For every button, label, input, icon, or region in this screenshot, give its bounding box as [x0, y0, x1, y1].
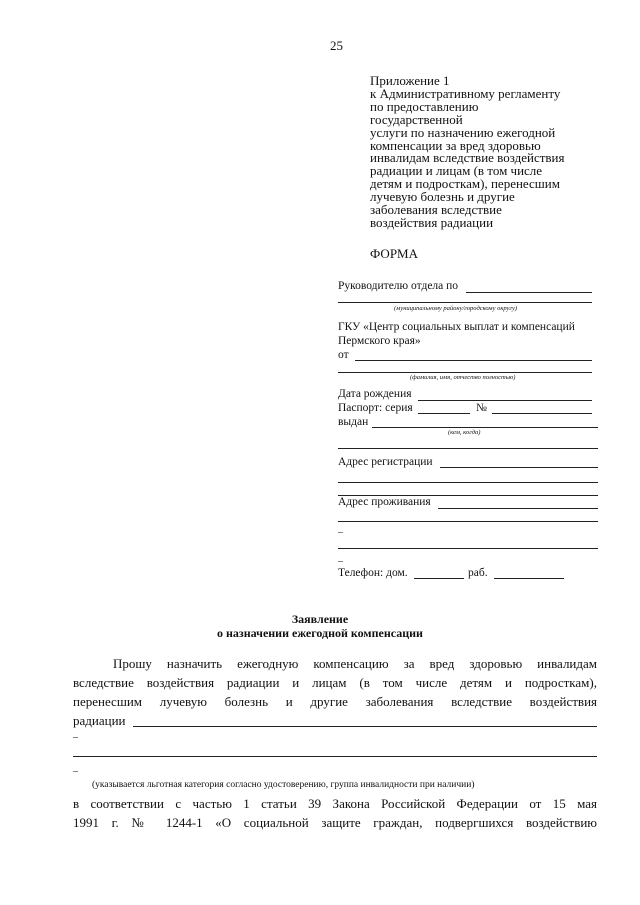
birth-date-field-line [418, 400, 592, 401]
fio-field-line-2 [338, 372, 592, 373]
dash-mark: – [338, 556, 343, 567]
appendix-block [370, 75, 565, 230]
phone-home-field-line [414, 578, 464, 579]
municipal-hint: (муниципальному району/городскому округу) [394, 305, 518, 312]
dash-mark: – [73, 732, 78, 743]
phone-work-label: раб. [468, 567, 488, 579]
page-number: 25 [330, 38, 343, 53]
live-address-field-line-3 [338, 548, 598, 549]
appendix-line: заболевания вследствие [370, 202, 502, 218]
municipal-field-line [338, 302, 592, 303]
passport-number-label: № [476, 402, 487, 414]
category-field-line-1 [133, 726, 597, 727]
category-hint: (указывается льготная категория согласно удостоверению, группа инвалидности при наличии) [92, 780, 475, 790]
appendix-line: государственной [370, 111, 463, 127]
reg-address-label: Адрес регистрации [338, 456, 433, 468]
passport-series-label: Паспорт: серия [338, 402, 413, 414]
appendix-line: лучевую болезнь и другие [370, 189, 515, 205]
appendix-line: по предоставлению [370, 98, 479, 114]
live-address-field-line-1 [438, 508, 598, 509]
reg-address-field-line-1 [440, 467, 598, 468]
dash-mark: – [338, 527, 343, 538]
body-line: 1991 г. № 1244-1 «О социальной защите граждан, подвергшихся воздействию [73, 815, 597, 830]
body-line: в соответствии с частью 1 статьи 39 Закона Российской Федерации от 15 мая [73, 796, 597, 811]
body-line: вследствие воздействия радиации и лицам (в том числе детям и подросткам), [73, 675, 597, 690]
from-label: от [338, 349, 349, 361]
issued-hint: (кем, когда) [448, 429, 481, 436]
birth-date-label: Дата рождения [338, 388, 412, 400]
issued-label: выдан [338, 416, 369, 428]
document-subtitle: о назначении ежегодной компенсации [217, 626, 423, 640]
org-line-2: Пермского края» [338, 335, 421, 347]
appendix-line: радиации и лицам (в том числе [370, 163, 543, 179]
org-line-1: ГКУ «Центр социальных выплат и компенсаций [338, 321, 575, 333]
appendix-line: детям и подросткам), перенесшим [370, 176, 560, 192]
fio-field-line-1 [355, 360, 592, 361]
passport-number-field-line [492, 413, 592, 414]
body-line: Прошу назначить ежегодную компенсацию за вред здоровью инвалидам [113, 656, 597, 671]
issued-field-line [372, 427, 598, 428]
fio-hint: (фамилия, имя, отчество полностью) [410, 374, 516, 381]
appendix-line: к Административному регламенту [370, 85, 561, 101]
phone-home-label: Телефон: дом. [338, 567, 408, 579]
document-title: Заявление [291, 612, 349, 626]
appendix-line: Приложение 1 [370, 73, 450, 88]
passport-series-field-line [418, 413, 470, 414]
to-head-label: Руководителю отдела по [338, 280, 459, 292]
live-address-label: Адрес проживания [338, 496, 431, 508]
phone-work-field-line [494, 578, 564, 579]
appendix-line: воздействия радиации [370, 214, 494, 230]
form-label: ФОРМА [370, 246, 418, 261]
body-line: перенесшим лучевую болезнь и другие заболевания вследствие воздействия [73, 694, 597, 709]
dash-mark: – [73, 766, 78, 777]
reg-address-field-line-2 [338, 482, 598, 483]
body-line: радиации [73, 713, 126, 728]
issued-field-line-2 [338, 448, 598, 449]
live-address-field-line-2 [338, 521, 598, 522]
appendix-line: услуги по назначению ежегодной [370, 124, 556, 140]
category-field-line-2 [73, 756, 597, 757]
appendix-line: инвалидам вследствие воздействия [370, 150, 565, 166]
department-field-line [466, 292, 592, 293]
appendix-line: компенсации за вред здоровью [370, 137, 541, 153]
